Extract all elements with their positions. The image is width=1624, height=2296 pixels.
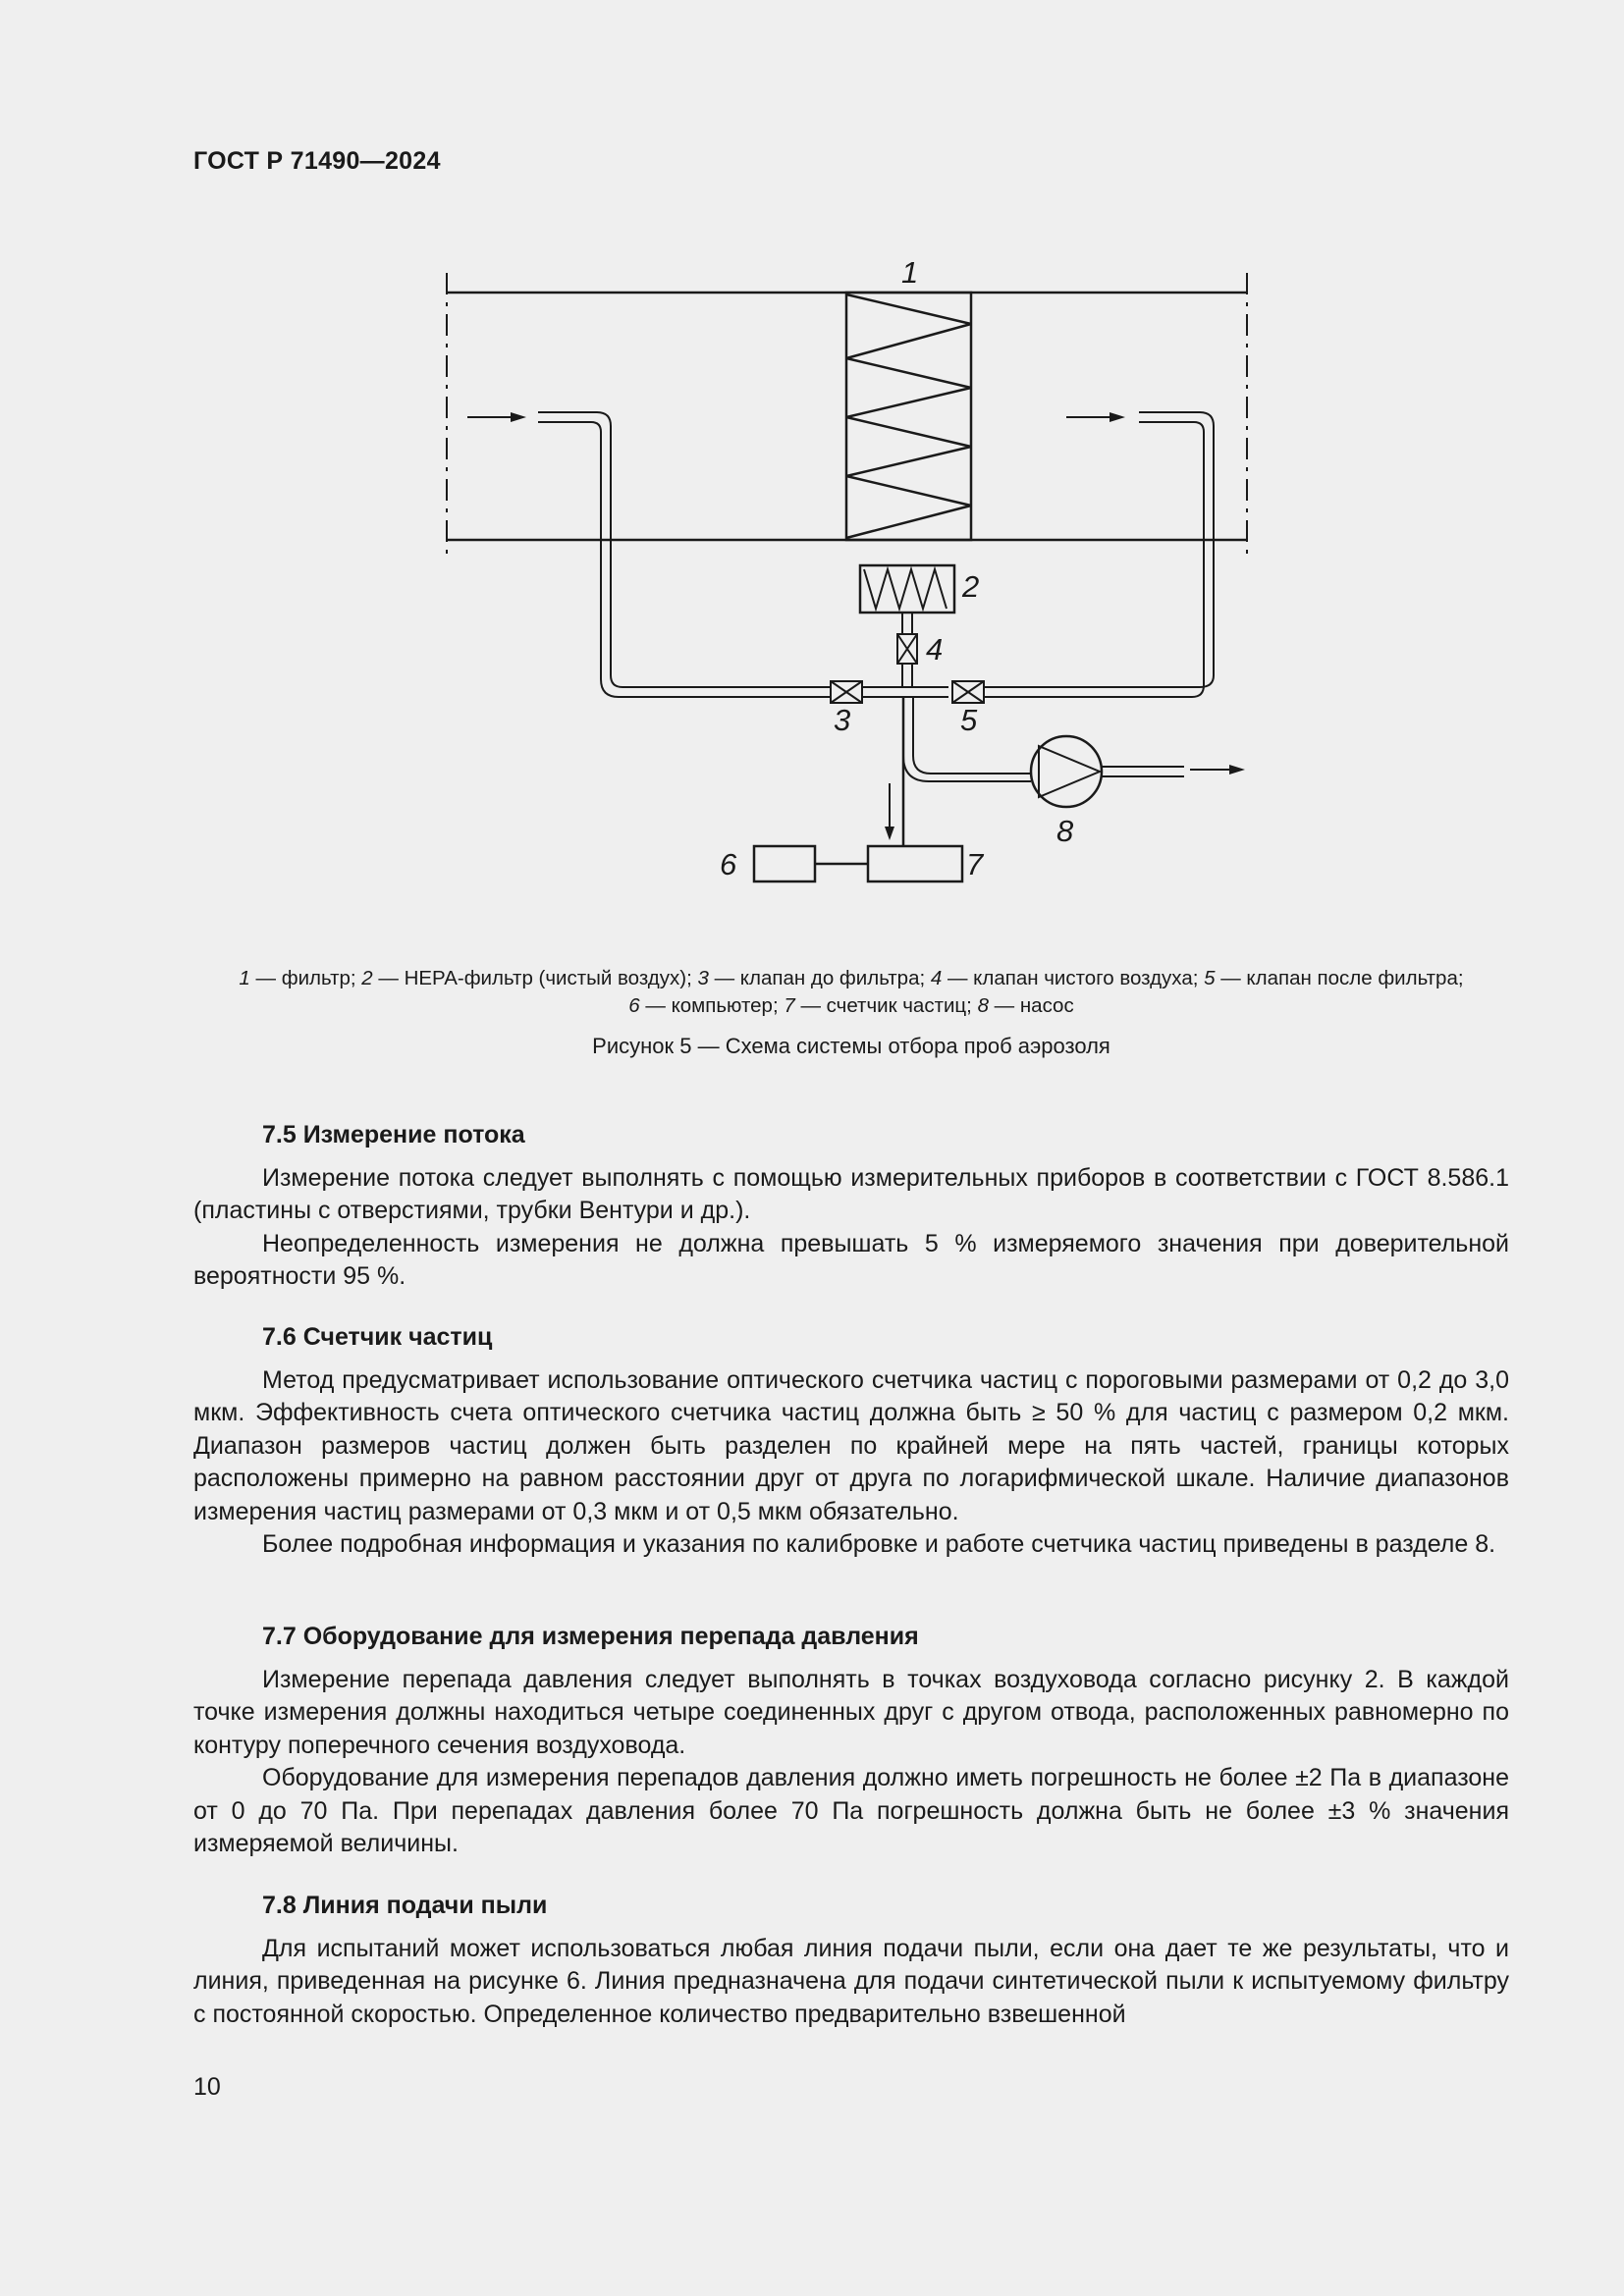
legend-line-2: 6 — компьютер; 7 — счетчик частиц; 8 — насос	[628, 994, 1074, 1017]
hepa-pleats	[864, 569, 947, 609]
label-8: 8	[1056, 814, 1074, 848]
page-number: 10	[193, 2073, 221, 2101]
particle-counter-box	[868, 846, 962, 881]
label-1: 1	[901, 255, 919, 290]
label-6: 6	[720, 847, 737, 881]
label-7: 7	[966, 847, 984, 881]
label-3: 3	[834, 703, 851, 737]
document-header: ГОСТ Р 71490—2024	[193, 147, 441, 175]
paragraph: Неопределенность измерения не должна превышать 5 % измеряемого значения при доверительной вероятности 95 %.	[193, 1229, 1509, 1290]
section-7-7	[193, 1621, 1509, 1861]
figure-legend	[193, 965, 1509, 1020]
section-heading: 7.7 Оборудование для измерения перепада давления	[262, 1623, 919, 1650]
paragraph: Измерение потока следует выполнять с помощью измерительных приборов в соответствии с ГОСТ 8.586.1 (пластины с отверстиями, трубки Вентури и др.).	[193, 1163, 1509, 1224]
section-7-8	[193, 1890, 1509, 2031]
paragraph: Более подробная информация и указания по калибровке и работе счетчика частиц приведены в разделе 8.	[262, 1530, 1496, 1558]
aerosol-sampling-diagram	[0, 0, 1624, 942]
legend-line-1: 1 — фильтр; 2 — HEPA-фильтр (чистый воздух); 3 — клапан до фильтра; 4 — клапан чистого воздуха; 5 — клапан после фильтра;	[239, 967, 1464, 989]
section-7-6	[193, 1321, 1509, 1562]
upstream-sample-tube	[538, 412, 831, 687]
paragraph: Оборудование для измерения перепадов давления должно иметь погрешность не более ±2 Па в диапазоне от 0 до 70 Па. При перепадах давления более 70 Па погрешность должна быть не более ±3 % значения измеряемой величины.	[193, 1764, 1509, 1857]
section-7-5	[193, 1119, 1509, 1294]
section-heading: 7.5 Измерение потока	[262, 1121, 525, 1148]
figure-title: Рисунок 5 — Схема системы отбора проб аэрозоля	[592, 1034, 1110, 1058]
downstream-sample-tube	[984, 412, 1214, 687]
paragraph: Измерение перепада давления следует выполнять в точках воздуховода согласно рисунку 2. В каждой точке измерения должны находиться четыре соединенных друг с другом отвода, расположенных равномерно по контуру поперечного сечения воздуховода.	[193, 1665, 1509, 1759]
label-4: 4	[926, 632, 944, 667]
paragraph: Метод предусматривает использование оптического счетчика частиц с пороговыми размерами от 0,2 до 3,0 мкм. Эффективность счета оптического счетчика частиц должна быть ≥ 50 % для частиц с размером 0,2 мкм. Диапазон размеров частиц должен быть разделен по крайней мере на пять частей, границы которых расположены примерно на равном расстоянии друг от друга по логарифмической шкале. Наличие диапазонов измерения частиц размерами от 0,3 мкм и от 0,5 мкм обязательно.	[193, 1365, 1509, 1525]
label-5: 5	[960, 703, 978, 737]
label-2: 2	[962, 569, 980, 604]
paragraph: Для испытаний может использоваться любая линия подачи пыли, если она дает те же результаты, что и линия, приведенная на рисунке 6. Линия предназначена для подачи синтетической пыли к испытуемому фильтру с постоянной скоростью. Определенное количество предварительно взвешенной	[193, 1934, 1509, 2028]
section-heading: 7.8 Линия подачи пыли	[262, 1892, 548, 1919]
section-heading: 7.6 Счетчик частиц	[262, 1323, 493, 1351]
pump-symbol	[1039, 746, 1100, 797]
computer-box	[754, 846, 815, 881]
filter-pleats	[846, 294, 971, 538]
